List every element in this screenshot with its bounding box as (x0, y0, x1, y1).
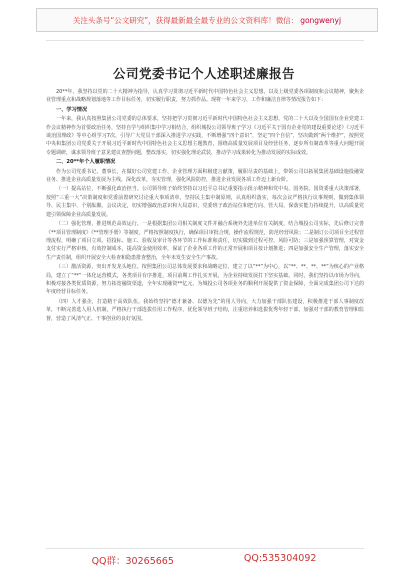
banner-text: 关注头条号“公文研究”，获得最新最全最专业的公文资料库！ (72, 15, 276, 25)
top-banner[interactable] (36, 8, 378, 32)
document-body (46, 88, 364, 550)
banner-wechat-label: 微信： (275, 15, 299, 25)
paragraph: 作为公司党委书记、董事长，在做好公司党建工作、企业管理方面积极建言献策，履职尽责的基础上，带领公司以拓展集团基础设施投融资业务、推进企业高质量发展为主线，深化改革，夯实管理，强化风险防控，推进企业发展各项工作迈上新台阶。 (46, 168, 364, 184)
footer-divider (46, 548, 364, 549)
document-title: 公司党委书记个人述职述廉报告 (112, 66, 295, 81)
paragraph: （一）提高站位，不断强化政治担当。公司领导班子始终坚持以习近平总书记重要指示批示精神和党中央、国务院、国资委重大决策部署，按照“三重一大”决策制度和党委前置研究讨论重大事项清单，坚持民主集中制原则，认真组织落实，每次会议严格执行议事规则，做到集体领导、民主集中、个别酝酿、会议决定，切实增强政治意识和大局意识，党委班子政治站位和把方向、管大局、保落实能力持续提升，以高质量党建引领保障企业高质量发展。 (46, 186, 364, 218)
footer-qq-group: QQ群：30265665 (91, 556, 174, 567)
paragraph: （二）强化管理，推进规范高效运行。一是根据集团公司相关制度文件并融合系统外先进单位有关制度，结合城投公司实际，先后修订完善《**项目管理制度》《**管理手册》等制度，严格按照制度执行，确保项目审批合规，操作流程规范，防范经营风险；二是制订公司项目全过程管理流程，明确了项目立项、招投标、施工、验收及审计等各环节的工作标准和责任，切实做到过程可控、风险可防；三是加强预算管理，对资金支付实行严格审核，有效控制成本，提高资金使用效率，保证了企业各项工作的正常开展和项目按计划推进；四是加强安全生产管理，落实安全生产责任制，组织开展安全大检查和隐患排查整治，全年未发生安全生产事故。 (46, 221, 364, 261)
header-divider (46, 40, 364, 41)
banner-wechat-id: gongwenyj (300, 15, 342, 25)
paragraph: 20**年，我坚持以党的二十大精神为指导，认真学习贯彻习近平新时代中国特色社会主义思想，以及上级党委各项制度和会议精神，聚焦企业管理重点和战略规划落地等工作目标任务，切实履行职责，努力抓作品。现将一年来学习、工作和廉洁自律等情况报告如下： (46, 89, 364, 104)
footer (0, 553, 408, 567)
section-heading: 一、学习情况 (56, 106, 88, 113)
paragraph: 一年来，我认真按照集团公司党委的总体要求，坚持把学习贯彻习近平新时代中国特色社会主义思想，党的二十大以及全国国有企业党建工作会议精神作为首要政治任务，坚持自学与组织集中学习相结合，组织城投公司领导班子学习《习近平关于国有企业党的建设重要论述》《习近平谈治国理政》等中心组学习7次，引导广大党员干部深入推进学习实践，不断增强“四个意识”，坚定“四个自信”，坚决做到“两个维护”，按照党中央和集团公司党委关于开展习近平新时代中国特色社会主义思想主题教育，围绕高质量发展项目及经营任务，逐步所有制改革等重大问题开展专题调研，谋求领导班子意见建议查摆问题，整改落实，切实强化理论武装，推动学习成果转化为推动发展的实际成效。 (46, 116, 364, 156)
paragraph: （三）激活资源，突出开发龙头地位。按照集团公司总体发展要求和战略定位，建立了以“**”为中心，以“**、**、**、**”为核心的产业格局，建立了“**”一体化运营模式，各类项目有序推进，项目前期工作扎实开展，为企业持续发展打下坚实基础。同时，我们坚持以市场为导向，积极对接各类优质资源，努力拓宽融资渠道，全年实现融资**亿元，为城投公司各项业务的顺利开展提供了资金保障，全面完成集团公司下达的年度经营目标任务。 (46, 264, 364, 296)
section-heading: 二、20**年个人履职情况 (56, 159, 116, 166)
paragraph: （四）人才强企，打造精干高效队伍。我始终坚持“德才兼备、以德为先”的用人导向，大力加强干部队伍建设，积极推进干部人事制度改革，不断完善选人用人机制，严格执行干部选拔任用工作程序，优化领导班子结构，注重培养和选拔优秀年轻干部，加强对干部的教育管理和监督，营造了风清气正、干事创业的良好氛围。 (46, 298, 364, 322)
footer-qq: QQ:535304092 (243, 553, 317, 564)
